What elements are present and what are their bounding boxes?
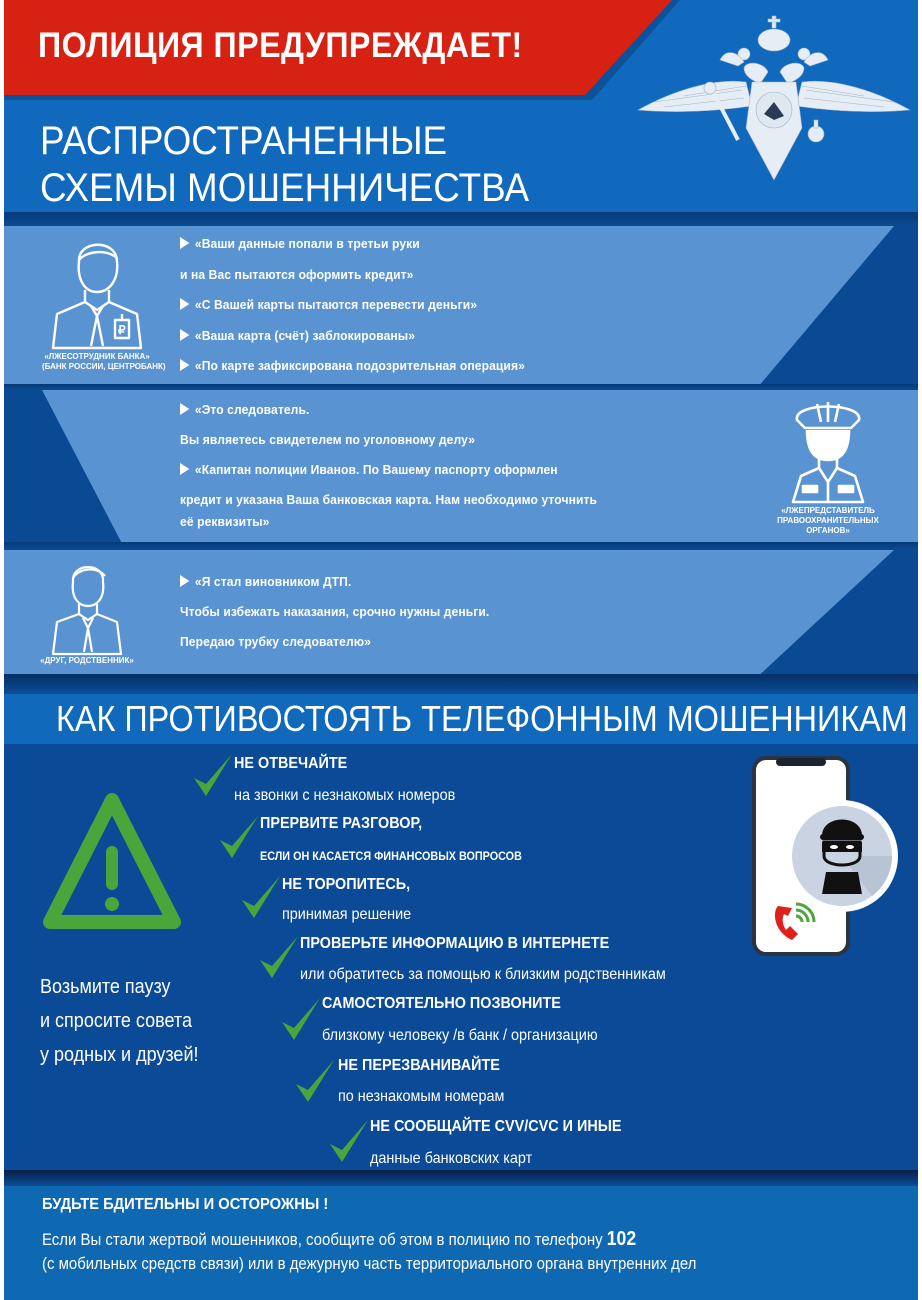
header — [4, 0, 918, 212]
checkmark-icon — [258, 934, 300, 980]
scheme-quote: «Я стал виновником ДТП. — [180, 574, 351, 589]
divider — [4, 1170, 918, 1186]
triangle-bullet-icon — [180, 329, 189, 341]
tip-text: близкому человеку /в банк / организацию — [322, 1027, 598, 1044]
poster — [4, 0, 918, 1300]
tip-text: или обратитесь за помощью к близким родственникам — [300, 966, 666, 983]
tip-text: по незнакомым номерам — [338, 1088, 505, 1105]
svg-text:₽: ₽ — [118, 323, 126, 337]
title-line-1: РАСПРОСТРАНЕННЫЕ — [40, 119, 448, 163]
tip-heading: ПРОВЕРЬТЕ ИНФОРМАЦИЮ В ИНТЕРНЕТЕ — [300, 935, 610, 952]
police-phone-number: 102 — [606, 1228, 637, 1250]
persona-caption: ПРАВООХРАНИТЕЛЬНЫХ — [777, 516, 879, 525]
divider — [4, 674, 918, 694]
persona-caption: «ЛЖЕПРЕДСТАВИТЕЛЬ — [781, 506, 875, 515]
tip-heading: НЕ ПЕРЕЗВАНИВАЙТЕ — [338, 1057, 500, 1074]
advice-line-1: Возьмите паузу — [40, 976, 171, 998]
scheme-band-police — [4, 390, 918, 542]
scheme-quote: и на Вас пытаются оформить кредит» — [180, 267, 414, 282]
persona-caption: «ЛЖЕСОТРУДНИК БАНКА» — [44, 352, 150, 361]
footer-title: БУДЬТЕ БДИТЕЛЬНЫ И ОСТОРОЖНЫ ! — [42, 1196, 329, 1213]
triangle-bullet-icon — [180, 359, 189, 371]
triangle-bullet-icon — [180, 575, 189, 587]
footer-text-line-2: (с мобильных средств связи) или в дежурную часть территориального органа внутренних дел — [42, 1254, 697, 1273]
page-title — [40, 118, 529, 212]
page-margin — [918, 0, 922, 1300]
scheme-quote: «По карте зафиксирована подозрительная операция» — [180, 358, 525, 373]
triangle-bullet-icon — [180, 237, 189, 249]
page-margin — [0, 0, 4, 1300]
scheme-band-relative — [4, 550, 918, 674]
scheme-quote: её реквизиты» — [180, 514, 270, 529]
triangle-bullet-icon — [180, 403, 189, 415]
scheme-quote: Передаю трубку следователю» — [180, 634, 371, 649]
checkmark-icon — [218, 814, 260, 860]
persona-caption: «ДРУГ, РОДСТВЕННИК» — [40, 656, 134, 665]
divider — [4, 212, 918, 226]
banner-title: ПОЛИЦИЯ ПРЕДУПРЕЖДАЕТ! — [38, 26, 523, 65]
checkmark-icon — [280, 996, 322, 1042]
tip-heading: НЕ ТОРОПИТЕСЬ, — [282, 876, 411, 893]
title-line-2: СХЕМЫ МОШЕННИЧЕСТВА — [40, 166, 529, 210]
checkmark-icon — [192, 752, 234, 798]
persona-relative — [32, 556, 142, 666]
tip-text: на звонки с незнакомых номеров — [234, 787, 456, 804]
tip-text: данные банковских карт — [370, 1150, 533, 1167]
triangle-bullet-icon — [180, 298, 189, 310]
advice-line-2: и спросите совета — [40, 1010, 192, 1032]
eagle-emblem-icon — [634, 10, 914, 185]
scheme-band-bank — [4, 226, 918, 384]
scheme-quote: кредит и указана Ваша банковская карта. Нам необходимо уточнить — [180, 492, 598, 507]
tip-text: ЕСЛИ ОН КАСАЕТСЯ ФИНАНСОВЫХ ВОПРОСОВ — [260, 849, 522, 863]
tip-text: принимая решение — [282, 906, 412, 923]
triangle-bullet-icon — [180, 463, 189, 475]
persona-police-officer — [772, 394, 884, 536]
footer-text-line-1: Если Вы стали жертвой мошенников, сообщите об этом в полицию по телефону 102 — [42, 1228, 637, 1250]
tip-heading: НЕ СООБЩАЙТЕ CVV/CVC И ИНЫЕ — [370, 1118, 622, 1135]
scheme-quote: «С Вашей карты пытаются перевести деньги» — [180, 297, 477, 312]
tip-heading: НЕ ОТВЕЧАЙТЕ — [234, 755, 348, 772]
police-officer-icon — [783, 394, 873, 506]
scheme-quote: «Капитан полиции Иванов. По Вашему паспорту оформлен — [180, 462, 558, 477]
persona-caption: ОРГАНОВ» — [806, 526, 850, 535]
section-title: КАК ПРОТИВОСТОЯТЬ ТЕЛЕФОННЫМ МОШЕННИКАМ — [56, 698, 908, 739]
warning-triangle-icon — [42, 792, 182, 934]
scheme-quote: «Это следователь. — [180, 402, 309, 417]
persona-caption: (БАНК РОССИИ, ЦЕНТРОБАНК) — [42, 362, 166, 371]
checkmark-icon — [294, 1058, 336, 1104]
scheme-quote: Чтобы избежать наказания, срочно нужны деньги. — [180, 604, 490, 619]
scheme-quote: «Ваша карта (счёт) заблокированы» — [180, 328, 415, 343]
persona-bank-employee — [42, 230, 166, 372]
checkmark-icon — [328, 1118, 370, 1164]
scheme-quote: «Ваши данные попали в третьи руки — [180, 236, 420, 251]
tip-heading: САМОСТОЯТЕЛЬНО ПОЗВОНИТЕ — [322, 995, 561, 1012]
bank-employee-icon — [47, 230, 147, 352]
scheme-quote: Вы являетесь свидетелем по уголовному делу» — [180, 432, 476, 447]
relative-icon — [47, 556, 127, 656]
checkmark-icon — [240, 874, 282, 920]
tip-heading: ПРЕРВИТЕ РАЗГОВОР, — [260, 815, 423, 832]
advice-line-3: у родных и друзей! — [40, 1044, 199, 1066]
divider — [4, 542, 918, 550]
phone-scammer-icon — [752, 756, 912, 956]
advice-text — [40, 970, 198, 1072]
